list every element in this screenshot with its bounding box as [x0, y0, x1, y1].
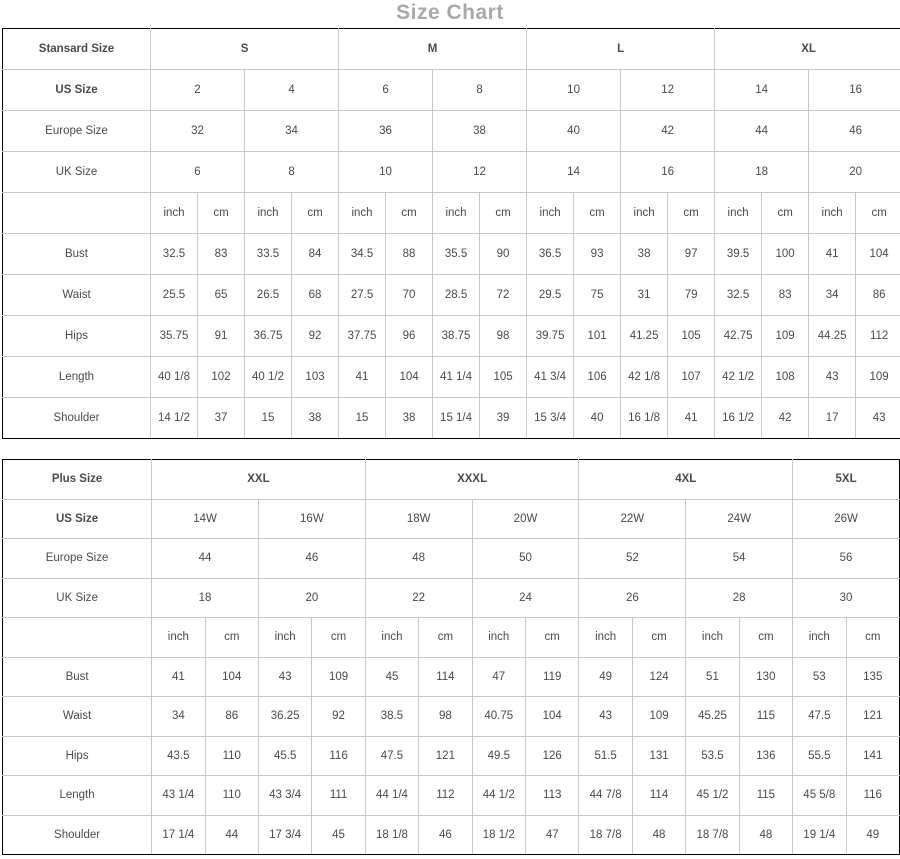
cell: 47.5 [365, 736, 418, 776]
cell: 22W [579, 499, 686, 539]
cell: 36 [339, 111, 433, 152]
cell: 86 [205, 697, 258, 737]
unit-cell: cm [525, 618, 578, 658]
size-group-m: M [339, 29, 527, 70]
cell: 24W [686, 499, 793, 539]
cell: 43 [809, 357, 856, 398]
unit-cell: inch [472, 618, 525, 658]
table-row [3, 398, 900, 439]
unit-cell: inch [245, 193, 292, 234]
cell: 45 [312, 815, 365, 855]
cell: 12 [621, 70, 715, 111]
cell: 10 [339, 152, 433, 193]
cell: 40 [527, 111, 621, 152]
cell: 108 [762, 357, 809, 398]
cell: 112 [856, 316, 900, 357]
cell: 114 [419, 657, 472, 697]
cell: 68 [292, 275, 339, 316]
cell: 97 [668, 234, 715, 275]
cell: 15 3/4 [527, 398, 574, 439]
cell: 72 [480, 275, 527, 316]
cell: 44 [205, 815, 258, 855]
row-label-waist: Waist [3, 275, 151, 316]
cell: 121 [846, 697, 900, 737]
unit-cell: inch [152, 618, 205, 658]
cell: 83 [198, 234, 245, 275]
cell: 65 [198, 275, 245, 316]
cell: 84 [292, 234, 339, 275]
unit-cell: cm [574, 193, 621, 234]
table-row [3, 578, 900, 618]
table-row [3, 275, 900, 316]
cell: 79 [668, 275, 715, 316]
cell: 101 [574, 316, 621, 357]
cell: 2 [151, 70, 245, 111]
cell: 104 [856, 234, 900, 275]
cell: 26W [793, 499, 900, 539]
cell: 116 [312, 736, 365, 776]
cell: 36.75 [245, 316, 292, 357]
cell: 15 [339, 398, 386, 439]
cell: 53.5 [686, 736, 739, 776]
cell: 34 [152, 697, 205, 737]
cell: 45 1/2 [686, 776, 739, 816]
cell: 36.25 [258, 697, 311, 737]
cell: 35.5 [433, 234, 480, 275]
unit-cell: inch [715, 193, 762, 234]
cell: 6 [339, 70, 433, 111]
table-row [3, 234, 900, 275]
cell: 141 [846, 736, 900, 776]
row-label-us-size: US Size [3, 70, 151, 111]
row-label-waist: Waist [3, 697, 152, 737]
cell: 18 1/8 [365, 815, 418, 855]
cell: 17 [809, 398, 856, 439]
cell: 10 [527, 70, 621, 111]
cell: 20W [472, 499, 579, 539]
cell: 33.5 [245, 234, 292, 275]
cell: 18 [715, 152, 809, 193]
cell: 109 [762, 316, 809, 357]
cell: 55.5 [793, 736, 846, 776]
table-row [3, 152, 900, 193]
row-label-uk-size: UK Size [3, 152, 151, 193]
cell: 88 [386, 234, 433, 275]
cell: 26 [579, 578, 686, 618]
cell: 46 [419, 815, 472, 855]
cell: 103 [292, 357, 339, 398]
cell: 98 [480, 316, 527, 357]
cell: 70 [386, 275, 433, 316]
cell: 93 [574, 234, 621, 275]
cell: 98 [419, 697, 472, 737]
cell: 48 [739, 815, 792, 855]
cell: 130 [739, 657, 792, 697]
cell: 119 [525, 657, 578, 697]
unit-cell: inch [527, 193, 574, 234]
cell: 83 [762, 275, 809, 316]
cell: 109 [632, 697, 685, 737]
cell: 29.5 [527, 275, 574, 316]
row-header-label: Plus Size [3, 460, 152, 500]
cell: 121 [419, 736, 472, 776]
row-header-label: Stansard Size [3, 29, 151, 70]
row-label-bust: Bust [3, 234, 151, 275]
size-group-l: L [527, 29, 715, 70]
cell: 43 [856, 398, 900, 439]
cell: 45 [365, 657, 418, 697]
cell: 44 1/2 [472, 776, 525, 816]
cell: 28.5 [433, 275, 480, 316]
cell: 43.5 [152, 736, 205, 776]
cell: 49.5 [472, 736, 525, 776]
cell: 48 [365, 539, 472, 579]
cell: 32.5 [715, 275, 762, 316]
cell: 102 [198, 357, 245, 398]
cell: 44.25 [809, 316, 856, 357]
standard-size-table [2, 28, 900, 439]
cell: 43 [579, 697, 632, 737]
cell: 44 7/8 [579, 776, 632, 816]
cell: 47 [472, 657, 525, 697]
cell: 126 [525, 736, 578, 776]
cell: 38 [433, 111, 527, 152]
table-row [3, 697, 900, 737]
cell: 86 [856, 275, 900, 316]
unit-row-label [3, 193, 151, 234]
cell: 32.5 [151, 234, 198, 275]
cell: 47.5 [793, 697, 846, 737]
cell: 34.5 [339, 234, 386, 275]
cell: 40.75 [472, 697, 525, 737]
cell: 40 1/2 [245, 357, 292, 398]
cell: 41 1/4 [433, 357, 480, 398]
cell: 96 [386, 316, 433, 357]
unit-cell: cm [668, 193, 715, 234]
unit-cell: cm [198, 193, 245, 234]
cell: 44 [152, 539, 259, 579]
cell: 22 [365, 578, 472, 618]
unit-cell: inch [621, 193, 668, 234]
cell: 41 [152, 657, 205, 697]
table-row [3, 111, 900, 152]
plus-size-section [2, 459, 898, 855]
cell: 14 [715, 70, 809, 111]
row-label-bust: Bust [3, 657, 152, 697]
unit-cell: inch [151, 193, 198, 234]
cell: 104 [525, 697, 578, 737]
cell: 54 [686, 539, 793, 579]
cell: 17 3/4 [258, 815, 311, 855]
cell: 8 [433, 70, 527, 111]
unit-cell: inch [433, 193, 480, 234]
cell: 38.75 [433, 316, 480, 357]
unit-cell: inch [686, 618, 739, 658]
cell: 91 [198, 316, 245, 357]
cell: 44 1/4 [365, 776, 418, 816]
cell: 111 [312, 776, 365, 816]
cell: 46 [258, 539, 365, 579]
unit-cell: cm [205, 618, 258, 658]
cell: 18W [365, 499, 472, 539]
size-group-xxl: XXL [152, 460, 366, 500]
cell: 27.5 [339, 275, 386, 316]
cell: 52 [579, 539, 686, 579]
cell: 49 [579, 657, 632, 697]
cell: 6 [151, 152, 245, 193]
cell: 104 [205, 657, 258, 697]
unit-cell: cm [846, 618, 900, 658]
cell: 46 [809, 111, 900, 152]
row-label-shoulder: Shoulder [3, 398, 151, 439]
cell: 38 [621, 234, 668, 275]
cell: 115 [739, 697, 792, 737]
cell: 110 [205, 776, 258, 816]
unit-cell: inch [809, 193, 856, 234]
cell: 42 [621, 111, 715, 152]
cell: 39.75 [527, 316, 574, 357]
cell: 18 1/2 [472, 815, 525, 855]
row-label-europe-size: Europe Size [3, 111, 151, 152]
row-label-us-size: US Size [3, 499, 152, 539]
page-title: Size Chart [396, 1, 504, 24]
cell: 45 5/8 [793, 776, 846, 816]
cell: 92 [312, 697, 365, 737]
cell: 20 [258, 578, 365, 618]
cell: 18 7/8 [686, 815, 739, 855]
cell: 51.5 [579, 736, 632, 776]
unit-cell: cm [739, 618, 792, 658]
cell: 18 [152, 578, 259, 618]
unit-cell: cm [856, 193, 900, 234]
cell: 107 [668, 357, 715, 398]
unit-cell: inch [365, 618, 418, 658]
cell: 14 1/2 [151, 398, 198, 439]
cell: 39.5 [715, 234, 762, 275]
row-label-europe-size: Europe Size [3, 539, 152, 579]
cell: 110 [205, 736, 258, 776]
cell: 43 [258, 657, 311, 697]
unit-cell: inch [579, 618, 632, 658]
cell: 131 [632, 736, 685, 776]
row-label-uk-size: UK Size [3, 578, 152, 618]
table-row [3, 316, 900, 357]
cell: 50 [472, 539, 579, 579]
cell: 34 [245, 111, 339, 152]
cell: 41 3/4 [527, 357, 574, 398]
row-label-hips: Hips [3, 316, 151, 357]
cell: 49 [846, 815, 900, 855]
cell: 112 [419, 776, 472, 816]
cell: 40 [574, 398, 621, 439]
cell: 56 [793, 539, 900, 579]
cell: 15 [245, 398, 292, 439]
unit-row [3, 618, 900, 658]
cell: 43 3/4 [258, 776, 311, 816]
cell: 45.5 [258, 736, 311, 776]
cell: 32 [151, 111, 245, 152]
cell: 41.25 [621, 316, 668, 357]
cell: 48 [632, 815, 685, 855]
cell: 26.5 [245, 275, 292, 316]
cell: 109 [856, 357, 900, 398]
cell: 40 1/8 [151, 357, 198, 398]
cell: 41 [339, 357, 386, 398]
cell: 30 [793, 578, 900, 618]
table-header-row [3, 460, 900, 500]
plus-size-table [2, 459, 900, 855]
cell: 35.75 [151, 316, 198, 357]
table-row [3, 499, 900, 539]
cell: 37.75 [339, 316, 386, 357]
unit-cell: cm [386, 193, 433, 234]
cell: 39 [480, 398, 527, 439]
unit-cell: cm [292, 193, 339, 234]
cell: 124 [632, 657, 685, 697]
cell: 15 1/4 [433, 398, 480, 439]
cell: 19 1/4 [793, 815, 846, 855]
cell: 106 [574, 357, 621, 398]
cell: 47 [525, 815, 578, 855]
cell: 113 [525, 776, 578, 816]
cell: 8 [245, 152, 339, 193]
cell: 41 [809, 234, 856, 275]
cell: 105 [480, 357, 527, 398]
unit-cell: cm [419, 618, 472, 658]
unit-cell: cm [312, 618, 365, 658]
unit-row-label [3, 618, 152, 658]
unit-cell: inch [258, 618, 311, 658]
cell: 38.5 [365, 697, 418, 737]
cell: 105 [668, 316, 715, 357]
cell: 51 [686, 657, 739, 697]
size-group-s: S [151, 29, 339, 70]
cell: 38 [386, 398, 433, 439]
unit-row [3, 193, 900, 234]
cell: 75 [574, 275, 621, 316]
size-group-xxxl: XXXL [365, 460, 579, 500]
cell: 114 [632, 776, 685, 816]
table-header-row [3, 29, 900, 70]
cell: 14 [527, 152, 621, 193]
row-label-shoulder: Shoulder [3, 815, 152, 855]
cell: 41 [668, 398, 715, 439]
cell: 45.25 [686, 697, 739, 737]
unit-cell: inch [793, 618, 846, 658]
table-row [3, 357, 900, 398]
table-row [3, 736, 900, 776]
unit-cell: cm [632, 618, 685, 658]
row-label-hips: Hips [3, 736, 152, 776]
cell: 24 [472, 578, 579, 618]
cell: 92 [292, 316, 339, 357]
cell: 12 [433, 152, 527, 193]
cell: 37 [198, 398, 245, 439]
cell: 136 [739, 736, 792, 776]
cell: 90 [480, 234, 527, 275]
cell: 16 [621, 152, 715, 193]
cell: 135 [846, 657, 900, 697]
unit-cell: cm [762, 193, 809, 234]
cell: 100 [762, 234, 809, 275]
cell: 36.5 [527, 234, 574, 275]
cell: 42 1/8 [621, 357, 668, 398]
cell: 18 7/8 [579, 815, 632, 855]
cell: 14W [152, 499, 259, 539]
size-group-5xl: 5XL [793, 460, 900, 500]
table-row [3, 776, 900, 816]
cell: 34 [809, 275, 856, 316]
cell: 4 [245, 70, 339, 111]
cell: 42 [762, 398, 809, 439]
cell: 25.5 [151, 275, 198, 316]
cell: 28 [686, 578, 793, 618]
row-label-length: Length [3, 357, 151, 398]
table-row [3, 815, 900, 855]
table-row [3, 70, 900, 111]
cell: 16 1/8 [621, 398, 668, 439]
table-row [3, 657, 900, 697]
cell: 44 [715, 111, 809, 152]
cell: 42 1/2 [715, 357, 762, 398]
cell: 116 [846, 776, 900, 816]
cell: 43 1/4 [152, 776, 205, 816]
unit-cell: inch [339, 193, 386, 234]
table-row [3, 539, 900, 579]
cell: 53 [793, 657, 846, 697]
cell: 20 [809, 152, 900, 193]
cell: 38 [292, 398, 339, 439]
unit-cell: cm [480, 193, 527, 234]
cell: 104 [386, 357, 433, 398]
cell: 16W [258, 499, 365, 539]
cell: 109 [312, 657, 365, 697]
cell: 31 [621, 275, 668, 316]
row-label-length: Length [3, 776, 152, 816]
size-group-xl: XL [715, 29, 900, 70]
cell: 17 1/4 [152, 815, 205, 855]
cell: 16 [809, 70, 900, 111]
size-group-4xl: 4XL [579, 460, 793, 500]
cell: 115 [739, 776, 792, 816]
cell: 42.75 [715, 316, 762, 357]
cell: 16 1/2 [715, 398, 762, 439]
